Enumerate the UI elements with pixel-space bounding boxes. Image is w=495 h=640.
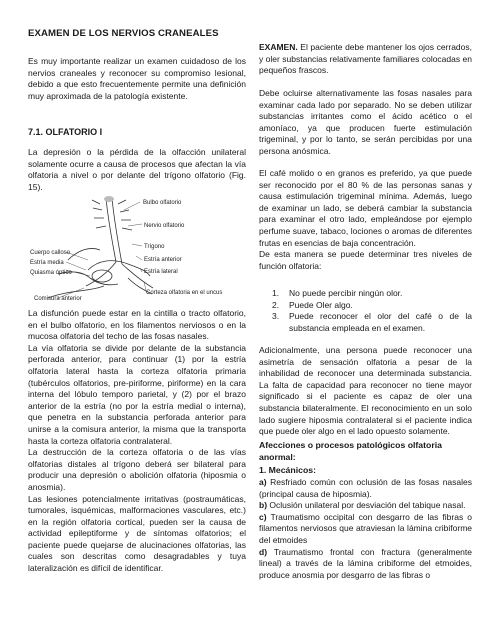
list-item: 1. No puede percibir ningún olor. — [272, 288, 403, 298]
list-item: 2. Puede Oler algo. — [272, 299, 353, 310]
label-corteza-uncus: Corteza olfatoria en el uncus — [146, 290, 223, 296]
label-quiasma: Quiasma óptico — [30, 270, 72, 276]
label-nervio: Nervio olfatorio — [144, 223, 185, 229]
cafe-paragraph: El café molido o en granos es preferido, ya que puede ser reconocido por el 80 % de las personas sanas y causa estimulación trigeminal mínima. Además, luego de examinar un lado, se deberá cambiar la substancia para examinar el otro lado, empleándose por ejemplo perfume suave, tabaco, lociones o aromas de diferentes frutas en esencias de baja concentración. — [259, 168, 472, 248]
affections-heading: Afecciones o procesos patológicos olfatoria anormal: — [259, 440, 442, 462]
olfatorio-body — [28, 308, 246, 575]
mechanical-heading: 1. Mecánicos: — [259, 465, 316, 475]
olfatorio-paragraph-3: La vía olfatoria se divide por delante de la substancia perforada anterior, para continuar (1) por la estría olfatoria lateral hasta la corteza olfatoria primaria (tubérculos olfatorios, pre-piriforme, piriforme) en la cara interna del lóbulo temporo parietal, y (2) por el brazo anterior de la estría (no por la estría medial o interna), que penetra en la substancia perforada anterior para unirse a la comisura anterior, la misma que la transporta hasta la corteza olfatoria contralateral. — [28, 342, 246, 446]
intro-paragraph: Es muy importante realizar un examen cuidadoso de los nervios craneales y reconocer su compromiso lesional, debido a que esto frecuentemente permite una definición muy aproximada de la patología existente. — [28, 56, 246, 101]
label-trigono: Trígono — [144, 244, 165, 250]
label-cuerpo-calloso: Cuerpo calloso — [30, 250, 71, 256]
label-estria-media: Estría media — [30, 260, 64, 266]
section-heading-olfatorio: 7.1. OLFATORIO I — [28, 127, 103, 137]
olfatorio-paragraph-2: La disfunción puede estar en la cintilla o tracto olfatorio, en el bulbo olfatorio, en los filamentos nerviosos o en la mucosa olfatoria del techo de las fosas nasales. — [28, 308, 246, 342]
label-comisura: Comisura anterior — [34, 296, 82, 302]
list-item: b) Oclusión unilateral por desviación del tabique nasal. — [259, 500, 466, 511]
figure-15-olfactory-pathway — [28, 190, 246, 302]
list-item: c) Traumatismo occipital con desgarro de las fibras o filamentos nerviosos que atraviesan la lámina cribiforme del etmoides — [259, 511, 472, 545]
olfatorio-paragraph-5: Las lesiones potencialmente irritativas (postraumáticas, tumorales, isquémicas, malformaciones vasculares, etc.) en la región olfatoria cortical, pueden ser la causa de actividad epileptiforme y de síntomas olfatorios; el paciente puede quejarse de alucinaciones olfatorias, las cuales son descritas como desagradables y tuya lateralización es difícil de identificar. — [28, 493, 246, 574]
examen-label: EXAMEN. — [259, 42, 298, 52]
mechanical-items — [259, 477, 472, 581]
list-item: a) Resfriado común con oclusión de las fosas nasales (principal causa de hiposmia). — [259, 477, 472, 499]
list-item: d) Traumatismo frontal con fractura (generalmente lineal) a través de la lámina cribiforme del etmoides, produce anosmia por desgarro de las fibras o — [259, 546, 472, 580]
cafe-block — [259, 168, 472, 272]
document-title: EXAMEN DE LOS NERVIOS CRANEALES — [28, 28, 219, 39]
olfatorio-paragraph-1: La depresión o la pérdida de la olfacción unilateral solamente ocurre a causa de procesos que afectan la vía olfatoria a nivel o por delante del trígono olfatorio (Fig. 15). — [28, 147, 246, 192]
examen-paragraph — [259, 42, 472, 77]
label-estria-lateral: Estría lateral — [144, 269, 178, 275]
olfatorio-paragraph-4: La destrucción de la corteza olfatoria o de las vías olfatorias distales al trígono deberá ser bilateral para producir una depresión o abolición olfatoria (hiposmia o anosmia). — [28, 447, 246, 492]
occlusion-paragraph: Debe ocluirse alternativamente las fosas nasales para examinar cada lado por separado. No se deben utilizar substancias irritantes como el ácido acético o el amoníaco, ya que producen fuerte estimulación trigeminal, y por lo tanto, se serán percibidas por una persona anósmica. — [259, 88, 472, 156]
label-bulbo: Bulbo olfatorio — [143, 200, 182, 206]
olfactory-pathway-illustration — [28, 190, 246, 302]
examen-text: El paciente debe mantener los ojos cerrados, y oler substancias relativamente familiares colocadas en pequeños frascos. — [259, 42, 472, 76]
list-item: 3. Puede reconocer el olor del café o de la substancia empleada en el examen. — [272, 311, 472, 333]
function-levels-list — [259, 288, 472, 334]
label-estria-anterior: Estría anterior — [144, 257, 182, 263]
levels-intro: De esta manera se puede determinar tres niveles de función olfatoria: — [259, 249, 472, 271]
asymmetry-paragraph: Adicionalmente, una persona puede reconocer una asimetría de sensación olfatoria a pesar de la inhabilidad de reconocer una determinada substancia. La falta de capacidad para reconocer no tiene mayor significado si el paciente es capaz de oler una substancia bilateralmente. El reconocimiento en un solo lado sugiere hiposmia contralateral si el paciente indica que puede oler algo en el lado opuesto solamente. — [259, 345, 472, 437]
